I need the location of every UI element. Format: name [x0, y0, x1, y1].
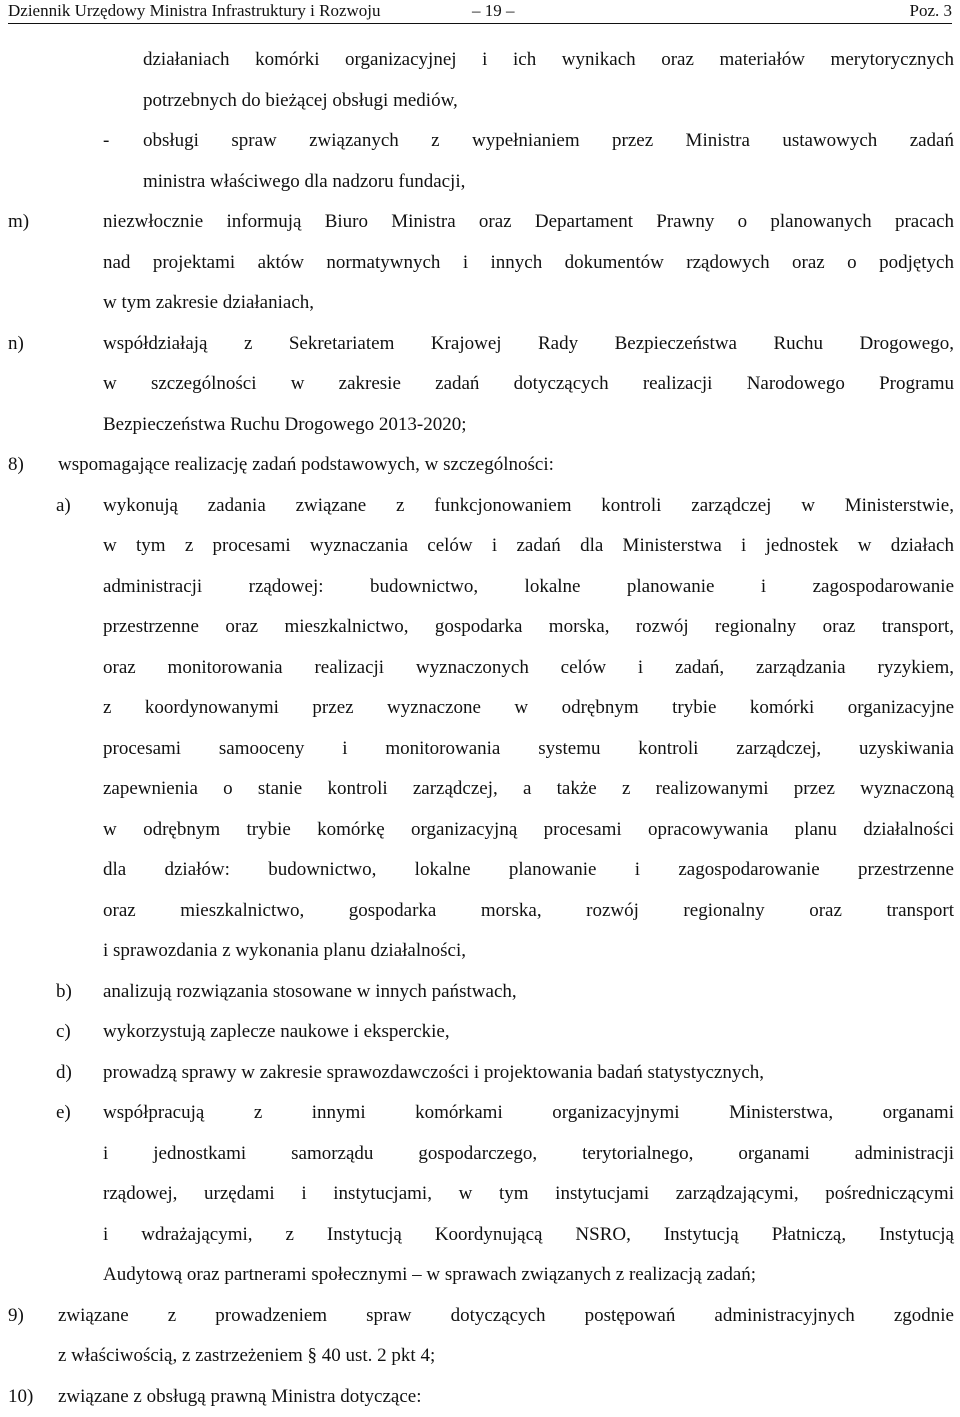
list-marker: n): [8, 332, 24, 354]
list-marker: m): [8, 211, 30, 232]
journal-title: Dziennik Urzędowy Ministra Infrastruktury i Rozwoju: [8, 1, 381, 20]
list-marker: -: [103, 130, 110, 151]
text-line: ministra właściwego dla nadzoru fundacji,: [143, 170, 466, 192]
text-line: niezwłocznie informują Biuro Ministra oraz Departament Prawny o planowanych pracach: [103, 211, 954, 232]
text-line: nad projektami aktów normatywnych i innych dokumentów rządowych oraz o podjętych: [103, 251, 954, 273]
list-marker: 10): [8, 1385, 34, 1407]
text-line: współpracują z innymi komórkami organizacyjnymi Ministerstwa, organami: [103, 1102, 954, 1123]
text-line: rządowej, urzędami i instytucjami, w tym instytucjami zarządzającymi, pośredniczącymi: [103, 1183, 954, 1204]
list-marker: 9): [8, 1304, 24, 1326]
text-line: Bezpieczeństwa Ruchu Drogowego 2013-2020;: [103, 413, 467, 435]
text-line: oraz monitorowania realizacji wyznaczonych celów i zadań, zarządzania ryzykiem,: [103, 656, 954, 678]
list-marker: c): [56, 1021, 71, 1042]
text-line: prowadzą sprawy w zakresie sprawozdawczości i projektowania badań statystycznych,: [103, 1061, 765, 1083]
page-header: [8, 0, 952, 24]
text-line: analizują rozwiązania stosowane w innych państwach,: [103, 980, 517, 1002]
text-line: administracji rządowej: budownictwo, lokalne planowanie i zagospodarowanie: [103, 575, 954, 597]
list-marker: d): [56, 1061, 72, 1083]
page-number: – 19 –: [472, 1, 515, 20]
text-line: i sprawozdania z wykonania planu działalności,: [103, 940, 466, 961]
list-marker: 8): [8, 454, 24, 475]
text-line: związane z prowadzeniem spraw dotyczących postępowań administracyjnych zgodnie: [58, 1304, 954, 1326]
text-line: dla działów: budownictwo, lokalne planowanie i zagospodarowanie przestrzenne: [103, 859, 954, 880]
text-line: wykonują zadania związane z funkcjonowaniem kontroli zarządczej w Ministerstwie,: [103, 494, 954, 516]
text-line: oraz mieszkalnictwo, gospodarka morska, rozwój regionalny oraz transport: [103, 899, 954, 921]
text-line: procesami samooceny i monitorowania systemu kontroli zarządczej, uzyskiwania: [103, 737, 954, 759]
text-line: przestrzenne oraz mieszkalnictwo, gospodarka morska, rozwój regionalny oraz transport,: [103, 616, 954, 637]
text-line: związane z obsługą prawną Ministra dotyczące:: [58, 1385, 422, 1407]
text-line: z właściwością, z zastrzeżeniem § 40 ust. 2 pkt 4;: [58, 1345, 436, 1366]
text-line: z koordynowanymi przez wyznaczone w odrębnym trybie komórki organizacyjne: [103, 697, 954, 718]
text-line: działaniach komórki organizacyjnej i ich wynikach oraz materiałów merytorycznych: [143, 49, 954, 70]
text-line: w odrębnym trybie komórkę organizacyjną procesami opracowywania planu działalności: [103, 818, 954, 840]
header-rule: [8, 23, 952, 24]
position-number: Poz. 3: [909, 1, 952, 20]
list-marker: b): [56, 980, 72, 1002]
text-line: wspomagające realizację zadań podstawowych, w szczególności:: [58, 454, 554, 475]
text-line: w tym z procesami wyznaczania celów i zadań dla Ministerstwa i jednostek w działach: [103, 535, 954, 556]
text-line: potrzebnych do bieżącej obsługi mediów,: [143, 89, 458, 111]
text-line: i jednostkami samorządu gospodarczego, terytorialnego, organami administracji: [103, 1142, 954, 1164]
text-line: obsługi spraw związanych z wypełnianiem przez Ministra ustawowych zadań: [143, 130, 954, 151]
text-line: i wdrażającymi, z Instytucją Koordynującą NSRO, Instytucją Płatniczą, Instytucją: [103, 1223, 954, 1245]
list-marker: e): [56, 1102, 71, 1123]
text-line: Audytową oraz partnerami społecznymi – w sprawach związanych z realizacją zadań;: [103, 1264, 757, 1285]
list-marker: a): [56, 494, 71, 516]
text-line: w tym zakresie działaniach,: [103, 292, 315, 313]
text-line: wykorzystują zaplecze naukowe i eksperckie,: [103, 1021, 450, 1042]
text-line: współdziałają z Sekretariatem Krajowej Rady Bezpieczeństwa Ruchu Drogowego,: [103, 332, 954, 354]
text-line: w szczególności w zakresie zadań dotyczących realizacji Narodowego Programu: [103, 373, 954, 394]
text-line: zapewnienia o stanie kontroli zarządczej, a także z realizowanymi przez wyznaczoną: [103, 778, 954, 799]
